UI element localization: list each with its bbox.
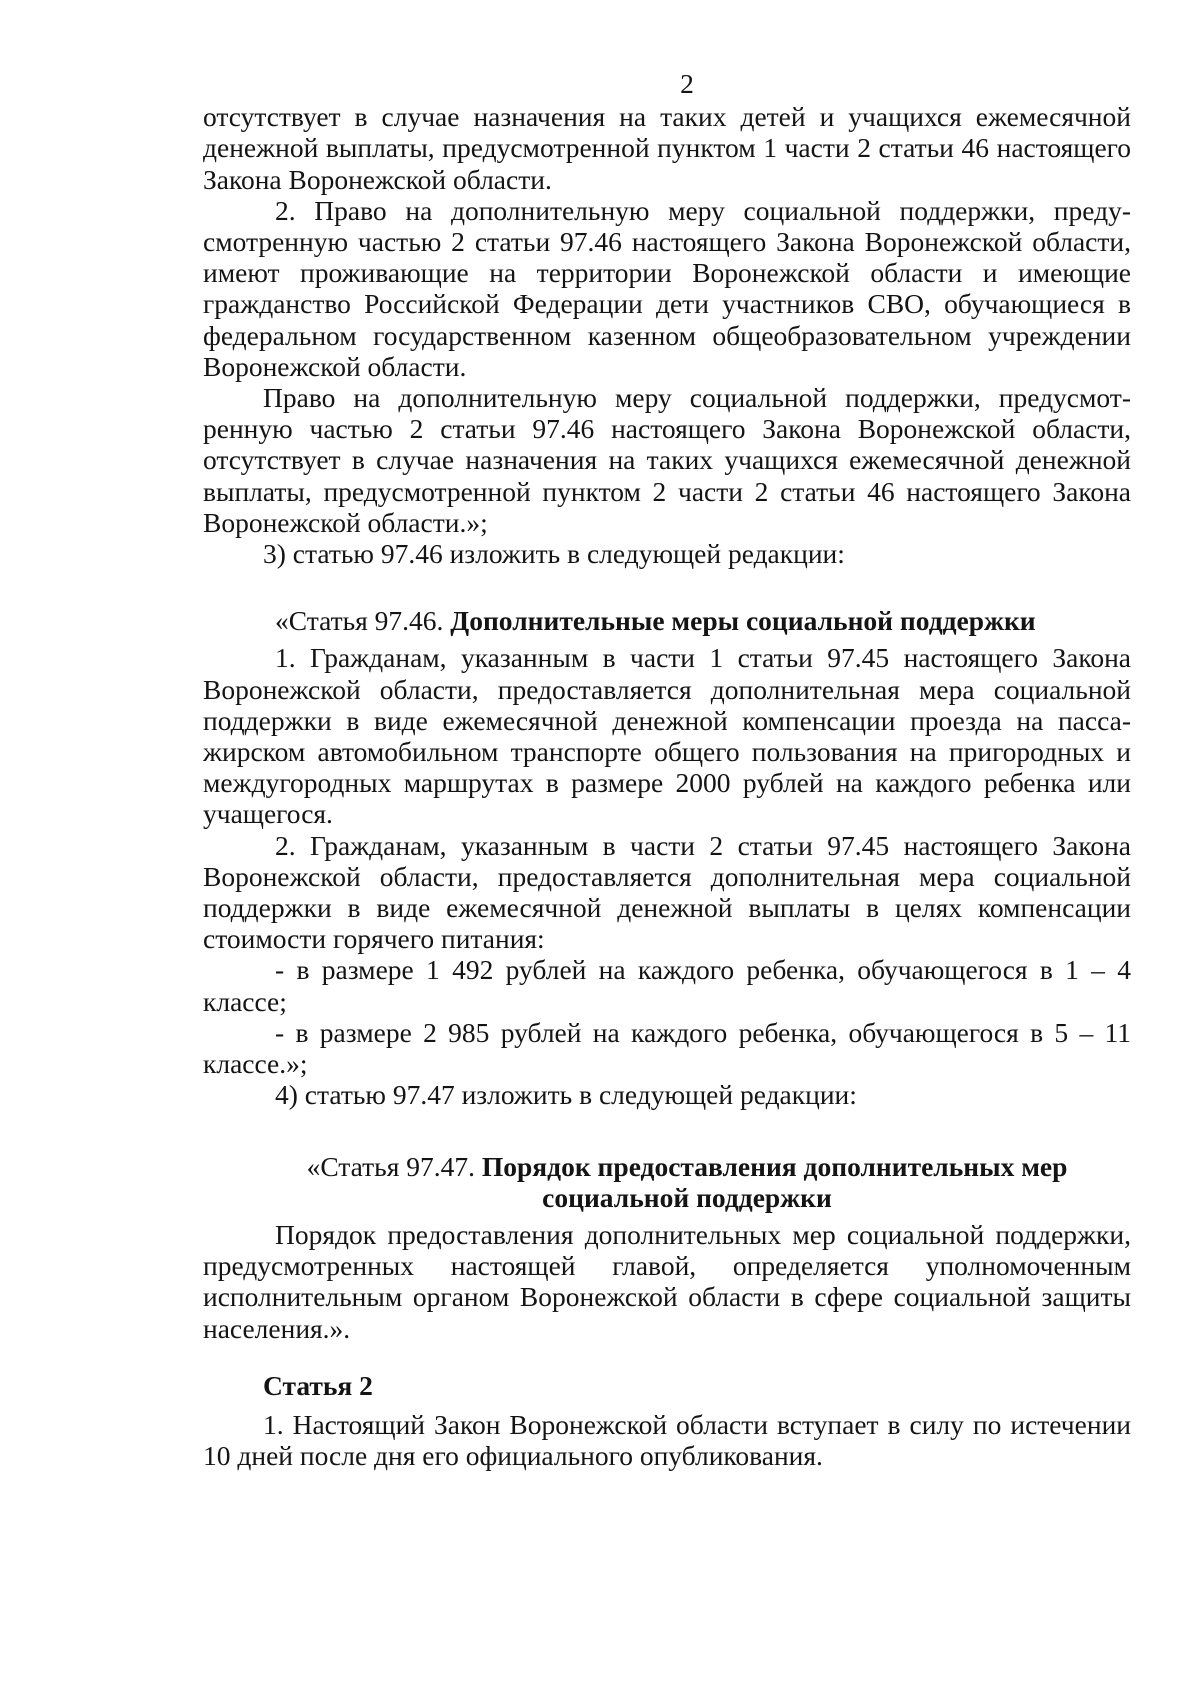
article-title-line-1: Порядок предоставления дополнительных мер [481,1150,1068,1182]
article-heading-97-47 [203,1151,1131,1213]
paragraph: Порядок предоставления дополнительных мер социальной поддержки, предусмотренных настоящей главой, определяется уполномоченным исполнительным органом Воронежской области в сфере социальной защиты населения.». [203,1218,1131,1344]
paragraph: 1. Гражданам, указанным в части 1 статьи 97.45 настоящего Закона Воронежской области, предоставляется дополнительная мера социальной поддержки в виде ежемесячной денежной компенсации проезда на пассажирском автомобильном транспорте общего пользования на пригородных и междугородных маршрутах в размере 2000 рублей на каждого ребенка или учащегося. [203,642,1131,830]
page-number: 2 [680,68,694,99]
section-title: Статья 2 [263,1369,373,1401]
paragraph: 3) статью 97.46 изложить в следующей редакции: [263,538,845,570]
document-page [203,68,1131,1471]
paragraph: отсутствует в случае назначения на таких детей и учащихся ежемесячной денежной выплаты, предусмотренной пунктом 1 части 2 статьи 46 настоящего Закона Воронежской области. [203,101,1131,195]
list-item: - в размере 1 492 рублей на каждого ребенка, обучающегося в 1 – 4 классе; [203,954,1131,1017]
paragraph: Право на дополнительную меру социальной поддержки, предусмотренную частью 2 статьи 97.46 настоящего Закона Воронежской области, отсутствует в случае назначения на таких учащихся ежемесячной денежной выплаты, предусмотренной пунктом 2 части 2 статьи 46 настоящего Закона Воронежской области.»; [203,382,1131,538]
paragraph: 1. Настоящий Закон Воронежской области вступает в силу по истечении 10 дней после дня его официального опубликования. [203,1408,1131,1472]
article-title-line-2: социальной поддержки [542,1181,832,1213]
paragraph: 4) статью 97.47 изложить в следующей редакции: [275,1079,857,1111]
article-heading-97-46 [203,605,1131,636]
paragraph: 2. Гражданам, указанным в части 2 статьи 97.45 настоящего Закона Воронежской области, предоставляется дополнительная мера социальной поддержки в виде ежемесячной денежной выплаты в целях компенсации стоимости горячего питания: [203,829,1131,955]
article-prefix: «Статья 97.46. [275,605,444,637]
article-prefix: «Статья 97.47. [306,1150,475,1182]
paragraph: 2. Право на дополнительную меру социальной поддержки, предусмотренную частью 2 статьи 97.46 настоящего Закона Воронежской области, имеют проживающие на территории Воронежской области и имеющие гражданство Российской Федерации дети участников СВО, обучающиеся в федеральном государственном казенном общеобразовательном учреждении Воронежской области. [203,194,1131,382]
article-title: Дополнительные меры социальной поддержки [450,605,1036,637]
list-item: - в размере 2 985 рублей на каждого ребенка, обучающегося в 5 – 11 классе.»; [203,1016,1131,1080]
